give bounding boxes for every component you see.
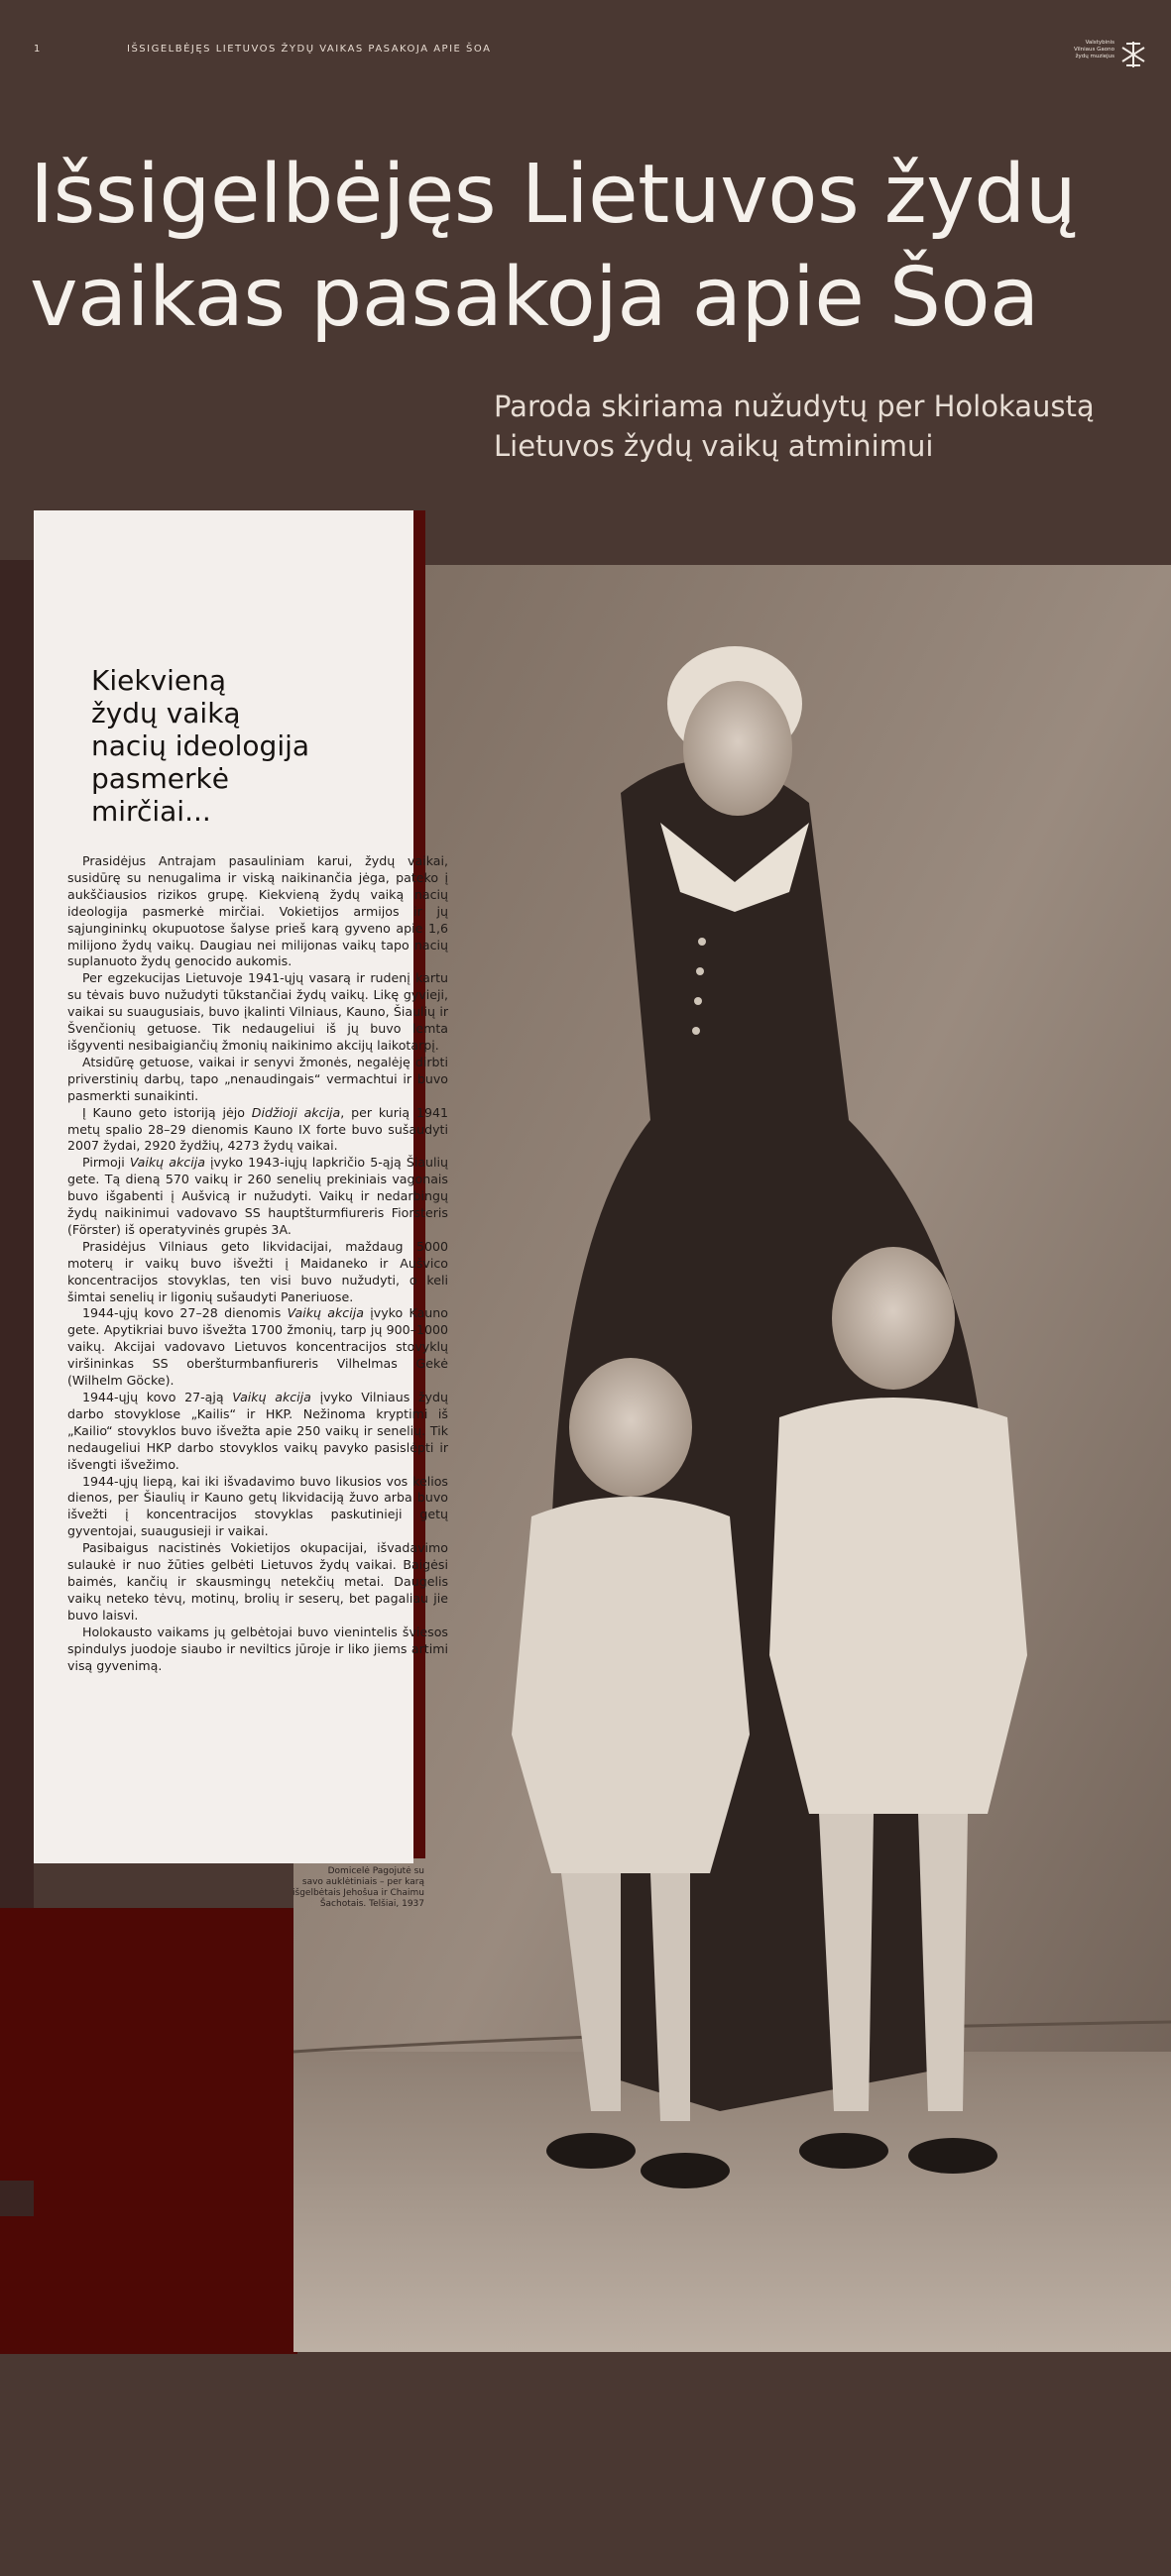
running-head: IŠSIGELBĖJĘS LIETUVOS ŽYDŲ VAIKAS PASAKOJA APIE ŠOA: [127, 44, 492, 55]
text-panel: [34, 510, 449, 1863]
heading-line: žydų vaiką: [91, 697, 241, 729]
body-paragraph: [67, 1305, 448, 1390]
logo-text: [1065, 40, 1114, 60]
body-paragraph: [67, 1390, 448, 1474]
body-paragraph: Pasibaigus nacistinės Vokietijos okupacijai, išvadavimo sulaukė ir nuo žūties gelbėti Lietuvos žydų vaikai. Baigėsi baimės, kančių ir skausmingų netekčių metai. Daugelis vaikų neteko tėvų, motinų, brolių ir seserų, bet pagaliau jie buvo laisvi.: [67, 1540, 448, 1623]
paragraph-text: 1944-ųjų kovo 27–28 dienomis: [82, 1305, 288, 1321]
body-paragraph: Holokausto vaikams jų gelbėtojai buvo vienintelis šviesos spindulys juodoje siaubo ir neviltics jūroje ir liko jiems artimi visą gyvenimą.: [67, 1624, 448, 1673]
body-paragraph: 1944-ųjų liepą, kai iki išvadavimo buvo likusios vos kelios dienos, per Šiaulių ir Kauno getų likvidaciją žuvo arba buvo išvežti į koncentracijos stovyklas paskutinieji getų gyventojai, suaugusieji ir vaikai.: [67, 1473, 448, 1539]
caption-line: Domicelė Pagojutė su: [327, 1866, 424, 1876]
title-line-1: Išsigelbėjęs Lietuvos žydų: [30, 148, 1077, 242]
logo-line: žydų muziejus: [1075, 54, 1114, 59]
photo-caption: [248, 1866, 424, 1910]
paragraph-text: įvyko Vilniaus žydų darbo stovyklose „Kailis“ ir HKP. Nežinoma kryptimi iš „Kailio“ stovyklos buvo išvežta apie 250 vaikų ir senelių. Tik nedaugeliui HKP darbo stovyklos vaikų pavyko pasislėpti ir išvengti išvežimo.: [67, 1390, 448, 1472]
paragraph-text: įvyko Kauno gete. Apytikriai buvo išvežta 1700 žmonių, tarp jų 900–1000 vaikų. Akcijai vadovavo Lietuvos koncentracijos stovyklų viršininkas SS oberšturmbanfiureris Vilhelmas Gekė (Wilhelm Göcke).: [67, 1305, 448, 1389]
caption-line: Šachotais. Telšiai, 1937: [319, 1899, 424, 1909]
heading-line: Kiekvieną: [91, 664, 227, 697]
paragraph-emphasis: Vaikų akcija: [129, 1155, 205, 1171]
small-dark-block: [0, 2181, 34, 2216]
paragraph-text: Pirmoji: [82, 1155, 130, 1171]
heading-line: nacių ideologija: [91, 729, 310, 762]
left-dark-band: [0, 560, 34, 1908]
paragraph-text: , per kurią 1941 metų spalio 28–29 dienomis Kauno IX forte buvo sušaudyti 2007 žydai, 2920 žydžių, 4273 žydų vaikai.: [67, 1104, 449, 1154]
body-paragraph: [67, 1155, 448, 1239]
body-paragraph: Per egzekucijas Lietuvoje 1941-ųjų vasarą ir rudenį kartu su tėvais buvo nužudyti tūkstančiai žydų vaikų. Likę gyvieji, vaikai su suaugusiais, buvo įkalinti Vilniaus, Kauno, Šiaulių ir Švenčionių getuose. Tik nedaugeliui iš jų buvo lemta išgyventi nesibaigiančių žmonių naikinimo akcijų laikotarpį.: [67, 970, 448, 1053]
paragraph-emphasis: Vaikų akcija: [232, 1390, 311, 1404]
maroon-block: [0, 1908, 297, 2354]
paragraph-emphasis: Vaikų akcija: [287, 1305, 364, 1321]
panel-heading: [91, 664, 389, 828]
main-title: [30, 144, 1150, 350]
page-number: 1: [34, 44, 42, 55]
heading-line: mirčiai...: [91, 795, 211, 828]
logo-line: Valstybinis: [1085, 40, 1114, 46]
museum-emblem-icon: [1118, 40, 1148, 69]
body-paragraph: Prasidėjus Vilniaus geto likvidacijai, maždaug 5000 moterų ir vaikų buvo išvežti į Maidaneko ir Aušvico koncentracijos stovyklas, ten visi buvo nužudyti, o keli šimtai senelių ir ligonių sušaudyti Paneriuose.: [67, 1238, 448, 1304]
body-paragraph: Atsidūrę getuose, vaikai ir senyvi žmonės, negalėję dirbti priverstinių darbų, tapo „nenaudingais“ vermachtui ir buvo pasmerkti sunaikinti.: [67, 1054, 448, 1103]
top-bar: [0, 40, 1171, 69]
heading-line: pasmerkė: [91, 762, 229, 795]
body-paragraph: [67, 1105, 448, 1156]
caption-line: savo auklėtiniais – per karą: [301, 1877, 424, 1887]
subtitle-line-2: Lietuvos žydų vaikų atminimui: [494, 429, 934, 463]
caption-line: išgelbėtais Jehošua ir Chaimu: [293, 1888, 424, 1898]
paragraph-text: įvyko 1943-iųjų lapkričio 5-ąją Šiaulių gete. Tą dieną 570 vaikų ir 260 senelių prekiniais vagonais buvo išgabenti į Aušvicą ir nužudyti. Vaikų ir nedarbingų žydų naikinimui vadovavo SS hauptšturmfiureris Fiorsteris (Förster) iš operatyvinės grupės 3A.: [67, 1155, 448, 1237]
body-paragraph: Prasidėjus Antrajam pasauliniam karui, žydų vaikai, susidūrę su nenugalima ir viską naikinančia jėga, pateko į aukščiausios rizikos grupę. Kiekvieną žydų vaiką nacių ideologija pasmerkė mirčiai. Vokietijos armijos ir jų sąjungininkų okupuotose šalyse prieš karą gyveno apie 1,6 milijono žydų vaikų. Daugiau nei milijonas vaikų tapo nacių suplanuoto žydų genocido aukomis.: [67, 853, 448, 969]
subtitle: [494, 387, 1109, 466]
subtitle-line-1: Paroda skiriama nužudytų per Holokaustą: [494, 390, 1095, 423]
museum-logo: [1051, 40, 1150, 69]
logo-line: Vilniaus Gaono: [1073, 47, 1114, 53]
paragraph-emphasis: Didžioji akcija: [251, 1104, 341, 1120]
paragraph-text: Į Kauno geto istoriją jėjo: [82, 1104, 252, 1120]
panel-body: [67, 853, 448, 1674]
paragraph-text: 1944-ųjų kovo 27-ąją: [82, 1390, 233, 1404]
title-line-2: vaikas pasakoja apie Šoa: [30, 251, 1039, 345]
